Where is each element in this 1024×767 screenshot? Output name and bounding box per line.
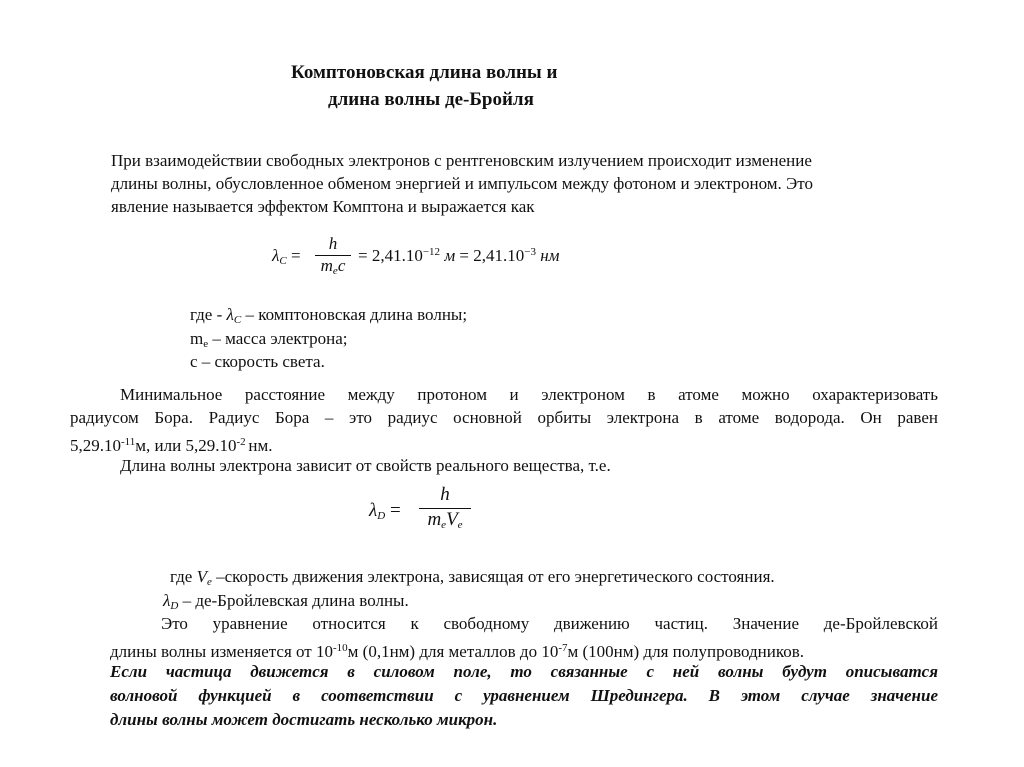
para3-line1: Это уравнение относится к свободному движению частиц. Значение де-Бройлевской [161,614,938,633]
para1-line2: длины волны, обусловленное обменом энергией и импульсом между фотоном и электроном. Это [111,174,813,193]
debroglie-formula-lhs: $\lambda_D$ = [369,500,401,522]
para1-line1: При взаимодействии свободных электронов с рентгеновским излучением происходит изменение [111,151,812,170]
page-title-line1: Комптоновская длина волны и [291,62,558,83]
para2-line4: Длина волны электрона зависит от свойств реального вещества, т.е. [120,456,611,475]
debroglie-fraction [419,484,471,531]
para1-line3: явление называется эффектом Комптона и выражается как [111,197,535,216]
debroglie-denominator: $m_eV_e$ [427,509,463,531]
compton-formula-rhs: = $2,41.10^{-12}$ $м = 2,41.10^{-3}$ нм [358,246,560,265]
para3-bold-line3: длины волны может достигать несколько микрон. [110,710,498,729]
para2-line3: $5,29.10^{-11}м$, или $5,29.10^{-2}$ нм. [70,436,273,455]
para3-line2: длины волны изменяется от $10^{-10}м$ (0,1нм) для металлов до $10^{-7}м$ (100нм) для полупроводников. [110,642,805,661]
debroglie-numerator: h [440,484,450,505]
compton-fraction [315,234,351,277]
compton-formula-lhs: $\lambda_C$ = [272,246,301,267]
where1-line3: c – скорость света. [190,352,325,371]
page-title-line2: длина волны де-Бройля [328,89,534,110]
where2-line2: $\lambda_D$ – де-Бройлевская длина волны. [163,591,409,612]
para3-bold-line1: Если частица движется в силовом поле, то связанные с ней волны будут описыватся [110,662,938,681]
compton-numerator: h [328,234,338,253]
where1-line2: $m_e$ – масса электрона; [190,329,348,350]
para2-line1: Минимальное расстояние между протоном и электроном в атоме можно охарактеризовать [120,385,938,404]
compton-denominator: $m_ec$ [320,256,346,277]
where1-line1: где - $\lambda_C$ – комптоновская длина волны; [190,305,468,326]
where2-line1: где $V_e$ –скорость движения электрона, зависящая от его энергетического состояния. [170,567,775,588]
para2-line2: радиусом Бора. Радиус Бора – это радиус основной орбиты электрона в атоме водорода. Он равен [70,408,938,427]
para3-bold-line2: волновой функцией в соответствии с уравнением Шредингера. В этом случае значение [110,686,938,705]
